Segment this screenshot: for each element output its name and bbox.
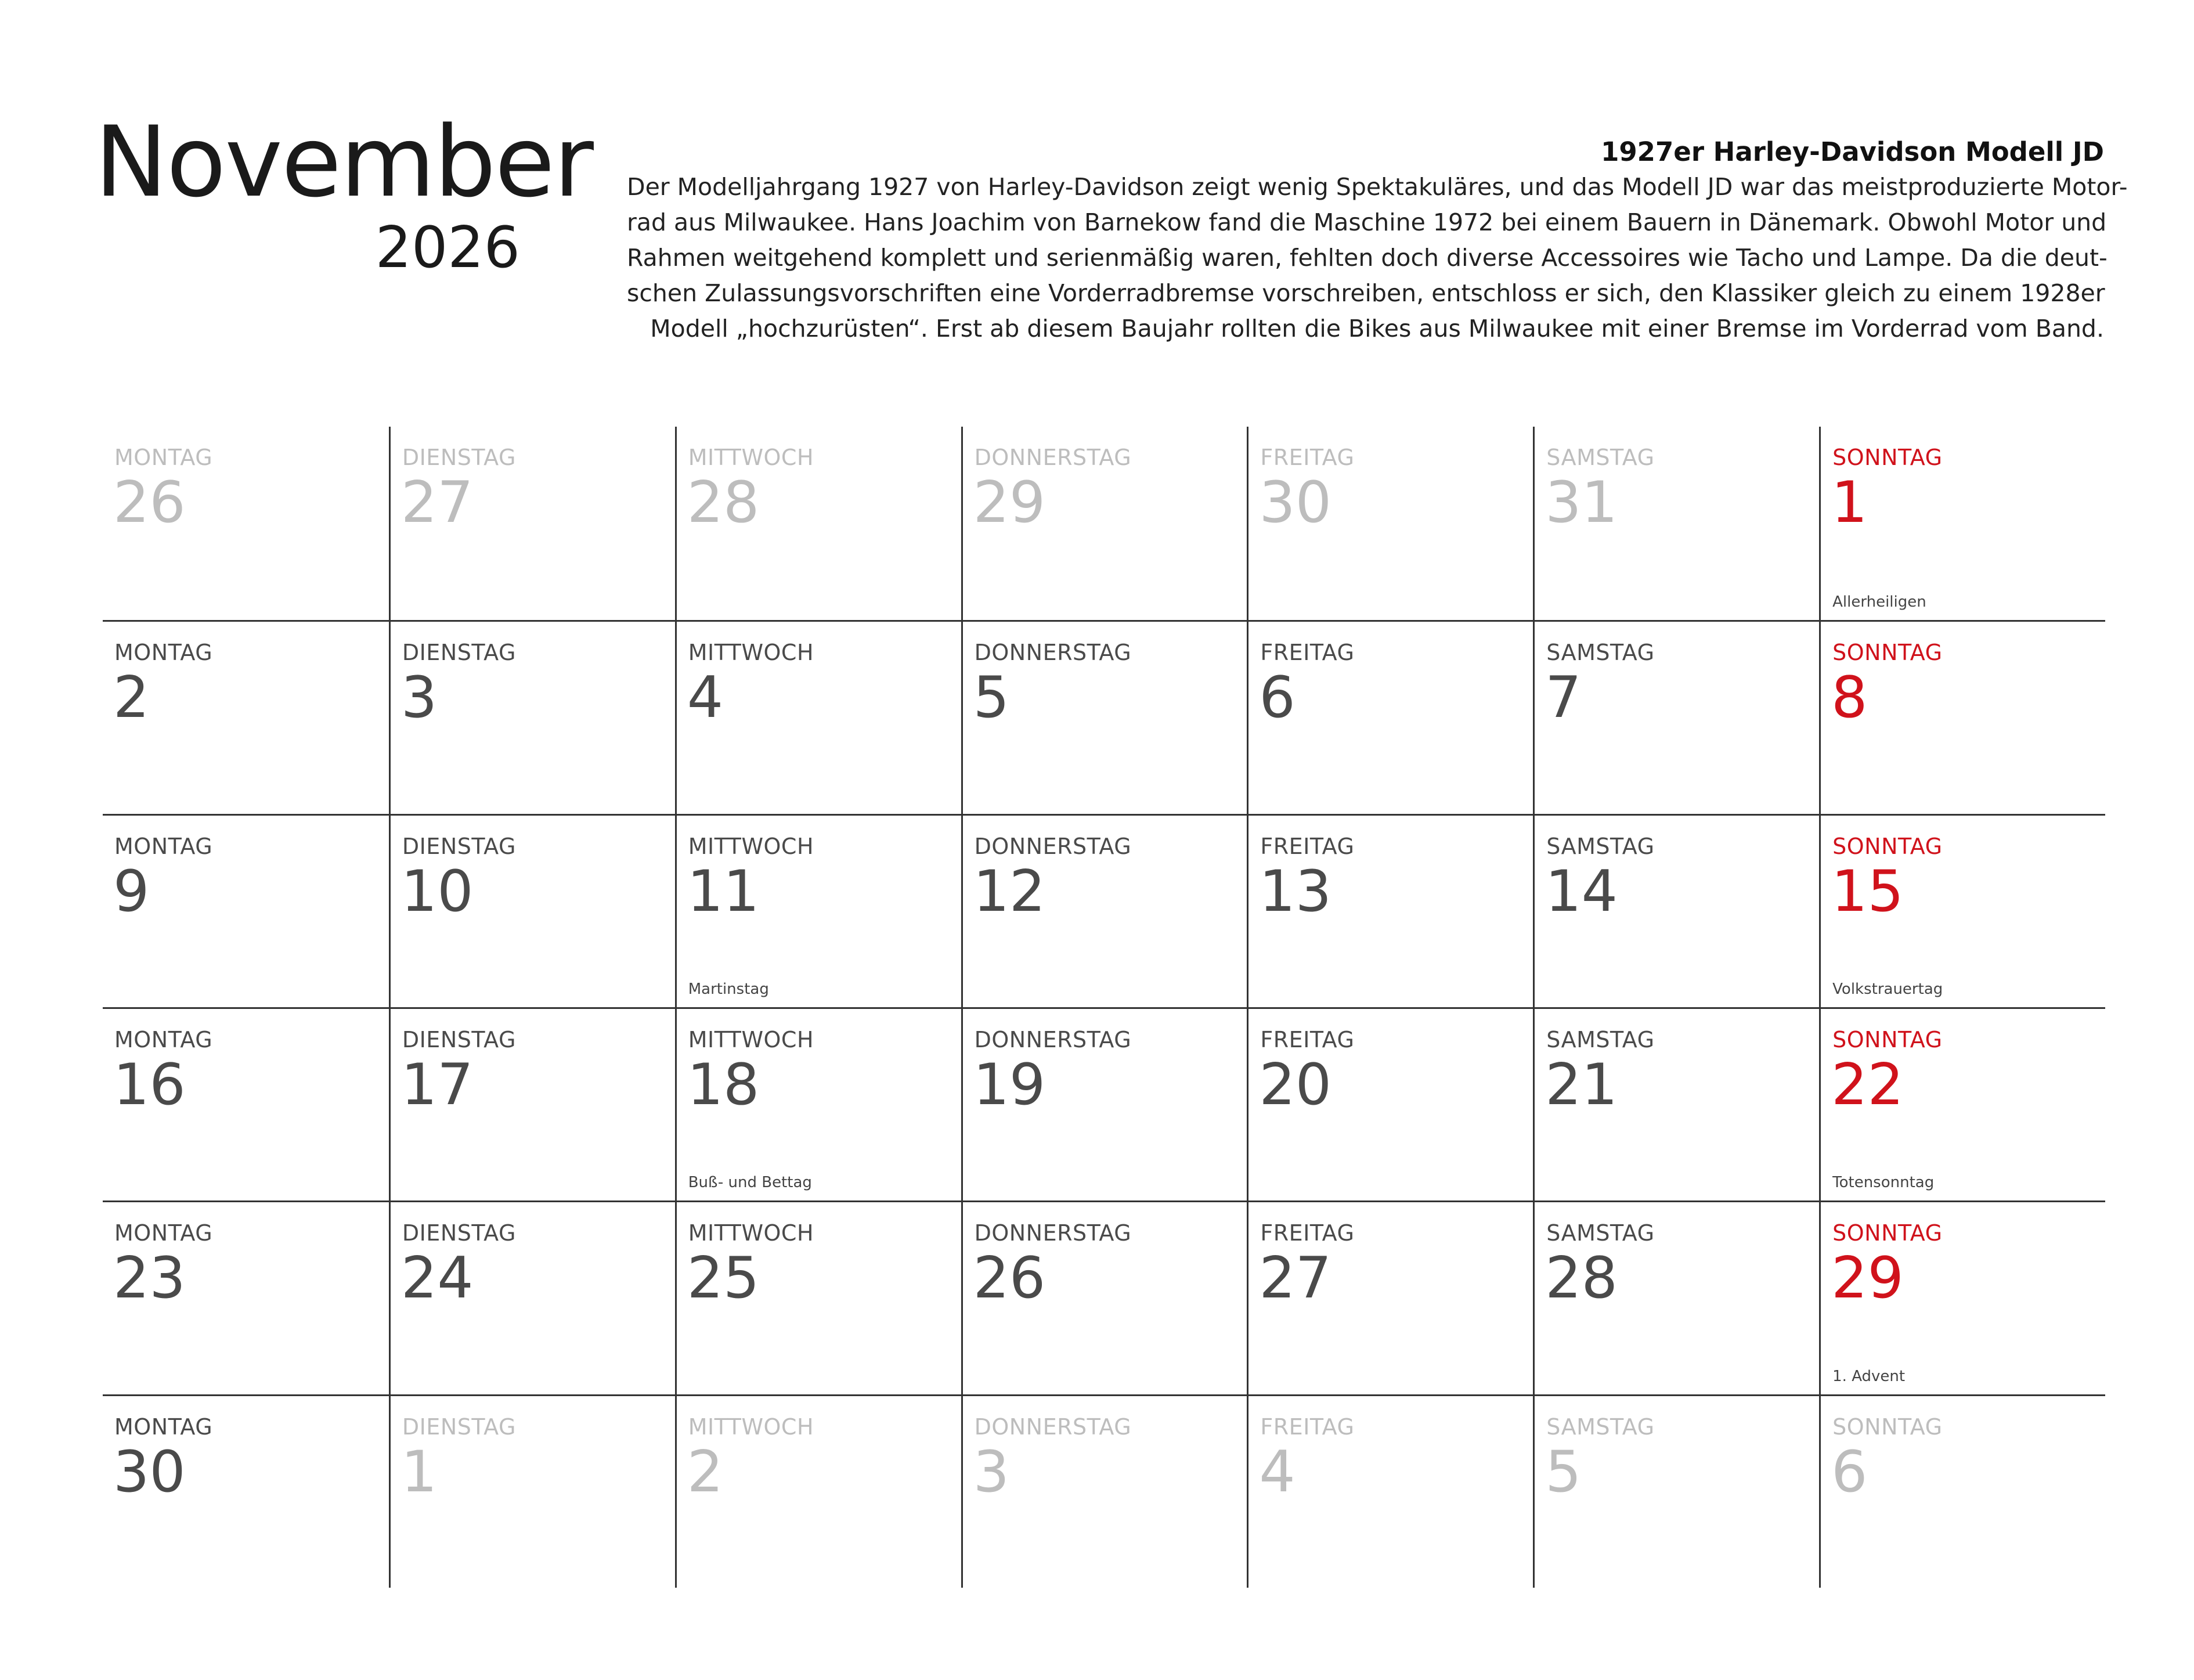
day-number: 13	[1259, 858, 1332, 925]
day-number: 25	[687, 1245, 760, 1312]
day-number: 7	[1545, 665, 1582, 731]
weekday-label: MITTWOCH	[688, 833, 814, 859]
day-cell[interactable]	[1533, 620, 1819, 813]
info-title: 1927er Harley-Davidson Modell JD	[1601, 136, 2104, 167]
weekday-label: DIENSTAG	[402, 1027, 516, 1052]
day-cell[interactable]	[389, 1200, 675, 1394]
day-number: 9	[113, 858, 150, 925]
weekday-label: MITTWOCH	[688, 1027, 814, 1052]
weekday-label: MITTWOCH	[688, 1220, 814, 1246]
day-number: 5	[973, 665, 1009, 731]
day-cell[interactable]	[103, 814, 389, 1007]
weekday-label: MITTWOCH	[688, 445, 814, 470]
holiday-label: Allerheiligen	[1832, 593, 1926, 611]
weekday-label: FREITAG	[1260, 445, 1355, 470]
weekday-label: MONTAG	[114, 445, 213, 470]
day-cell[interactable]	[103, 1200, 389, 1394]
day-number: 11	[687, 858, 760, 925]
day-number: 29	[1831, 1245, 1904, 1312]
weekday-label: SAMSTAG	[1546, 445, 1655, 470]
day-cell[interactable]	[1247, 1394, 1533, 1588]
info-text-line: Rahmen weitgehend komplett und serienmäßig waren, fehlten doch diverse Accessoires wie Tacho und Lampe. Da die deut-	[627, 244, 2108, 272]
day-cell[interactable]	[103, 1007, 389, 1200]
day-number: 6	[1831, 1439, 1868, 1505]
day-number: 1	[400, 1439, 438, 1505]
day-cell[interactable]	[961, 620, 1247, 813]
day-number: 4	[687, 665, 724, 731]
day-number: 27	[400, 470, 474, 536]
day-number: 2	[113, 665, 150, 731]
day-number: 30	[113, 1439, 186, 1505]
day-number: 4	[1259, 1439, 1296, 1505]
weekday-label: DIENSTAG	[402, 1220, 516, 1246]
day-number: 23	[113, 1245, 186, 1312]
day-cell[interactable]	[961, 814, 1247, 1007]
weekday-label: MONTAG	[114, 1027, 213, 1052]
day-cell[interactable]	[1533, 427, 1819, 620]
weekday-label: FREITAG	[1260, 1027, 1355, 1052]
weekday-label: SONNTAG	[1832, 1220, 1943, 1246]
day-number: 20	[1259, 1052, 1332, 1118]
day-number: 5	[1545, 1439, 1582, 1505]
day-cell[interactable]	[675, 1394, 961, 1588]
day-number: 24	[400, 1245, 474, 1312]
day-cell[interactable]	[389, 1394, 675, 1588]
weekday-label: DONNERSTAG	[974, 1414, 1132, 1440]
day-cell[interactable]	[675, 427, 961, 620]
day-cell[interactable]	[1819, 1007, 2105, 1200]
day-cell[interactable]	[103, 620, 389, 813]
day-cell[interactable]	[1819, 427, 2105, 620]
day-cell[interactable]	[961, 1394, 1247, 1588]
weekday-label: SONNTAG	[1832, 1414, 1943, 1440]
day-number: 28	[687, 470, 760, 536]
day-cell[interactable]	[675, 814, 961, 1007]
day-number: 27	[1259, 1245, 1332, 1312]
weekday-label: MONTAG	[114, 1220, 213, 1246]
weekday-label: MONTAG	[114, 1414, 213, 1440]
weekday-label: DONNERSTAG	[974, 445, 1132, 470]
weekday-label: DIENSTAG	[402, 640, 516, 666]
day-cell[interactable]	[1247, 1200, 1533, 1394]
weekday-label: MITTWOCH	[688, 640, 814, 666]
info-text-line: rad aus Milwaukee. Hans Joachim von Barnekow fand die Maschine 1972 bei einem Bauern in Dänemark. Obwohl Motor und	[627, 208, 2107, 236]
calendar-grid	[103, 427, 2105, 1588]
day-number: 8	[1831, 665, 1868, 731]
day-cell[interactable]	[1247, 620, 1533, 813]
day-number: 3	[973, 1439, 1009, 1505]
day-number: 16	[113, 1052, 186, 1118]
day-number: 31	[1545, 470, 1618, 536]
weekday-label: FREITAG	[1260, 1220, 1355, 1246]
weekday-label: DONNERSTAG	[974, 833, 1132, 859]
day-cell[interactable]	[389, 814, 675, 1007]
info-text-line: Modell „hochzurüsten“. Erst ab diesem Baujahr rollten die Bikes aus Milwaukee mit einer Bremse im Vorderrad vom Band.	[650, 315, 2104, 343]
weekday-label: FREITAG	[1260, 1414, 1355, 1440]
day-number: 21	[1545, 1052, 1618, 1118]
month-title: November	[95, 105, 593, 219]
day-number: 12	[973, 858, 1046, 925]
day-cell[interactable]	[1819, 814, 2105, 1007]
weekday-label: DONNERSTAG	[974, 1220, 1132, 1246]
day-number: 10	[400, 858, 474, 925]
day-number: 6	[1259, 665, 1296, 731]
weekday-label: SONNTAG	[1832, 1027, 1943, 1052]
weekday-label: DIENSTAG	[402, 833, 516, 859]
holiday-label: Totensonntag	[1832, 1174, 1935, 1192]
day-number: 19	[973, 1052, 1046, 1118]
day-cell[interactable]	[961, 1007, 1247, 1200]
holiday-label: Buß- und Bettag	[688, 1174, 812, 1192]
holiday-label: Volkstrauertag	[1832, 980, 1943, 998]
day-cell[interactable]	[675, 1200, 961, 1394]
day-cell[interactable]	[1819, 1394, 2105, 1588]
month-year: 2026	[375, 215, 520, 281]
day-cell[interactable]	[1247, 814, 1533, 1007]
day-number: 22	[1831, 1052, 1904, 1118]
holiday-label: 1. Advent	[1832, 1367, 1906, 1385]
weekday-label: DONNERSTAG	[974, 640, 1132, 666]
weekday-label: DIENSTAG	[402, 445, 516, 470]
weekday-label: SAMSTAG	[1546, 833, 1655, 859]
info-block	[627, 135, 2128, 347]
day-cell[interactable]	[103, 427, 389, 620]
day-cell[interactable]	[1533, 814, 1819, 1007]
day-cell[interactable]	[961, 1200, 1247, 1394]
day-cell[interactable]	[675, 620, 961, 813]
day-number: 26	[973, 1245, 1046, 1312]
weekday-label: FREITAG	[1260, 640, 1355, 666]
day-number: 3	[400, 665, 438, 731]
day-cell[interactable]	[675, 1007, 961, 1200]
info-text-line: schen Zulassungsvorschriften eine Vorderradbremse vorschreiben, entschloss er sich, den Klassiker gleich zu einem 1928er	[627, 279, 2105, 307]
day-cell[interactable]	[389, 1007, 675, 1200]
day-number: 1	[1831, 470, 1868, 536]
weekday-label: FREITAG	[1260, 833, 1355, 859]
day-cell[interactable]	[1533, 1007, 1819, 1200]
day-number: 30	[1259, 470, 1332, 536]
day-number: 2	[687, 1439, 724, 1505]
day-cell[interactable]	[1819, 620, 2105, 813]
weekday-label: SAMSTAG	[1546, 1220, 1655, 1246]
day-number: 29	[973, 470, 1046, 536]
day-number: 26	[113, 470, 186, 536]
weekday-label: SONNTAG	[1832, 445, 1943, 470]
weekday-label: MONTAG	[114, 833, 213, 859]
weekday-label: MONTAG	[114, 640, 213, 666]
holiday-label: Martinstag	[688, 980, 769, 998]
weekday-label: MITTWOCH	[688, 1414, 814, 1440]
day-number: 28	[1545, 1245, 1618, 1312]
day-number: 15	[1831, 858, 1904, 925]
day-number: 18	[687, 1052, 760, 1118]
day-cell[interactable]	[1247, 1007, 1533, 1200]
weekday-label: SAMSTAG	[1546, 1027, 1655, 1052]
day-cell[interactable]	[1533, 1200, 1819, 1394]
weekday-label: DIENSTAG	[402, 1414, 516, 1440]
weekday-label: SONNTAG	[1832, 833, 1943, 859]
day-number: 14	[1545, 858, 1618, 925]
day-cell[interactable]	[1533, 1394, 1819, 1588]
day-cell[interactable]	[1819, 1200, 2105, 1394]
weekday-label: DONNERSTAG	[974, 1027, 1132, 1052]
day-cell[interactable]	[389, 427, 675, 620]
day-cell[interactable]	[389, 620, 675, 813]
weekday-label: SAMSTAG	[1546, 640, 1655, 666]
day-cell[interactable]	[103, 1394, 389, 1588]
day-number: 17	[400, 1052, 474, 1118]
day-cell[interactable]	[961, 427, 1247, 620]
day-cell[interactable]	[1247, 427, 1533, 620]
weekday-label: SONNTAG	[1832, 640, 1943, 666]
info-text-line: Der Modelljahrgang 1927 von Harley-Davidson zeigt wenig Spektakuläres, und das Modell JD war das meistproduzierte Motor-	[627, 173, 2128, 201]
weekday-label: SAMSTAG	[1546, 1414, 1655, 1440]
